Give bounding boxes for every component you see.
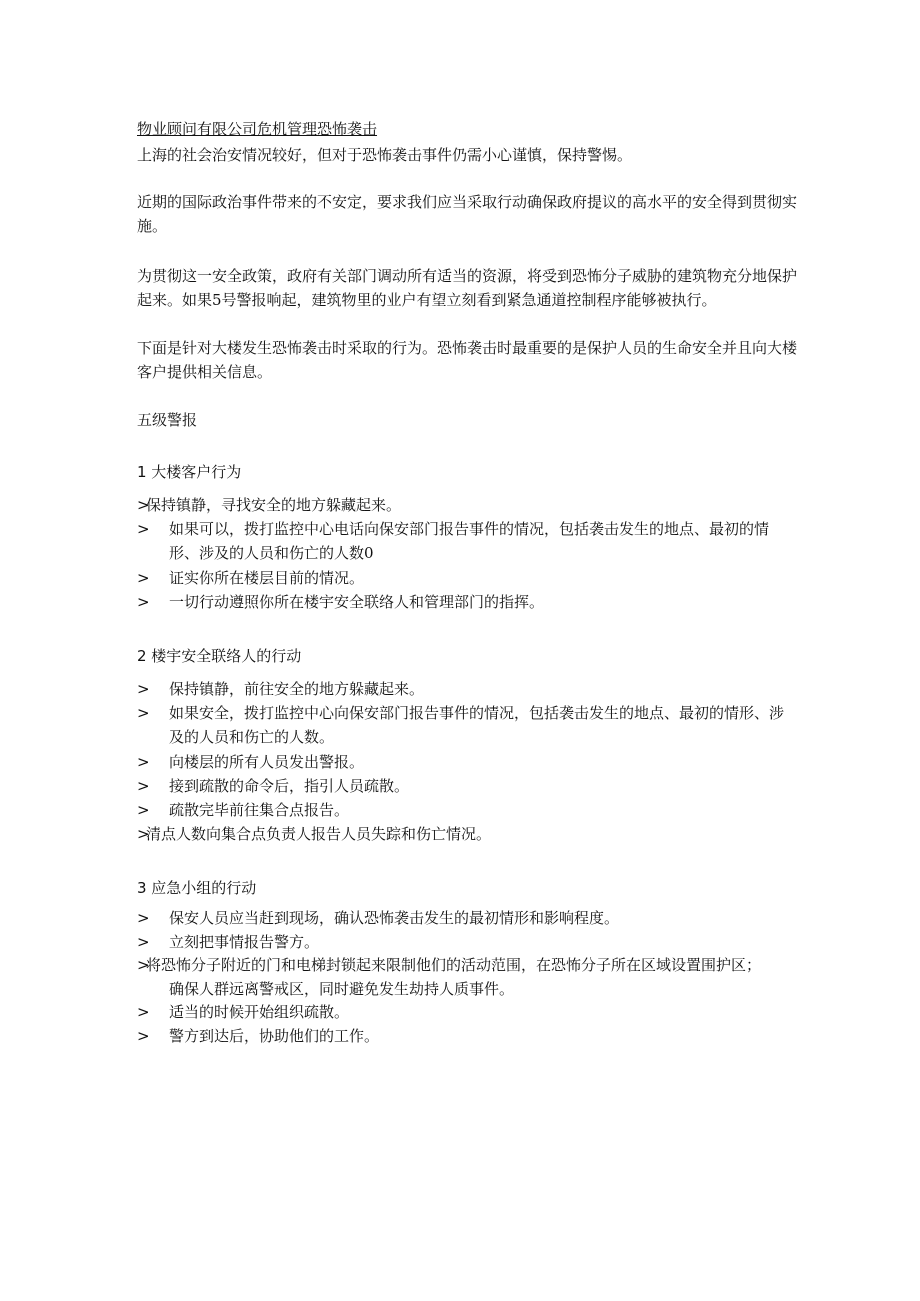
list-item: > 接到疏散的命令后，指引人员疏散。 [137,774,797,798]
list-item: > 清点人数向集合点负责人报告人员失踪和伤亡情况。 [137,822,797,846]
list-item: > 保安人员应当赶到现场，确认恐怖袭击发生的最初情形和影响程度。 [137,906,797,930]
document-title: 物业顾问有限公司危机管理恐怖袭击 [137,120,378,138]
chevron-right-icon: > [137,520,150,538]
list-item: > 保持镇静，寻找安全的地方躲藏起来。 [137,493,797,517]
list-item: > 疏散完毕前往集合点报告。 [137,798,797,822]
list-item: > 适当的时候开始组织疏散。 [137,1000,797,1024]
chevron-right-icon: > [137,1003,150,1021]
paragraph-4: 下面是针对大楼发生恐怖袭击时采取的行为。恐怖袭击时最重要的是保护人员的生命安全并且向大楼客户提供相关信息。 [137,339,798,381]
chevron-right-icon: > [137,1027,150,1045]
list-item: > 立刻把事情报告警方。 [137,930,797,954]
chevron-right-icon: > [137,777,150,795]
alert-level-heading: 五级警报 [137,411,198,429]
chevron-right-icon: > [137,680,150,698]
paragraph-3: 为贯彻这一安全政策，政府有关部门调动所有适当的资源，将受到恐怖分子威胁的建筑物充分地保护起来。如果5号警报响起，建筑物里的业户有望立刻看到紧急通道控制程序能够被执行。 [137,267,798,309]
list-item: > 证实你所在楼层目前的情况。 [137,566,797,590]
chevron-right-icon: > [137,704,150,722]
chevron-right-icon: > [137,753,150,771]
list-item: > 如果安全，拨打监控中心向保安部门报告事件的情况，包括袭击发生的地点、最初的情形、涉及的人员和伤亡的人数。 [137,701,797,749]
section-heading-2: 2 楼宇安全联络人的行动 [137,647,302,665]
list-item: > 向楼层的所有人员发出警报。 [137,750,797,774]
chevron-right-icon: > [137,933,150,951]
list-item: > 保持镇静，前往安全的地方躲藏起来。 [137,677,797,701]
paragraph-1: 上海的社会治安情况较好，但对于恐怖袭击事件仍需小心谨慎，保持警惕。 [137,146,633,164]
chevron-right-icon: > [137,569,150,587]
list-item: > 一切行动遵照你所在楼宇安全联络人和管理部门的指挥。 [137,590,797,614]
section-heading-1: 1 大楼客户行为 [137,463,242,481]
paragraph-2: 近期的国际政治事件带来的不安定，要求我们应当采取行动确保政府提议的高水平的安全得到贯彻实施。 [137,193,798,235]
list-item: > 如果可以，拨打监控中心电话向保安部门报告事件的情况，包括袭击发生的地点、最初的情形、涉及的人员和伤亡的人数0 [137,517,797,565]
chevron-right-icon: > [137,909,150,927]
list-item: > 将恐怖分子附近的门和电梯封锁起来限制他们的活动范围，在恐怖分子所在区域设置围护区； 确保人群远离警戒区，同时避免发生劫持人质事件。 [137,953,797,1001]
chevron-right-icon: > [137,801,150,819]
chevron-right-icon: > [137,496,150,514]
section-heading-3: 3 应急小组的行动 [137,879,257,897]
chevron-right-icon: > [137,956,150,974]
list-item: > 警方到达后，协助他们的工作。 [137,1024,797,1048]
chevron-right-icon: > [137,593,150,611]
chevron-right-icon: > [137,825,150,843]
